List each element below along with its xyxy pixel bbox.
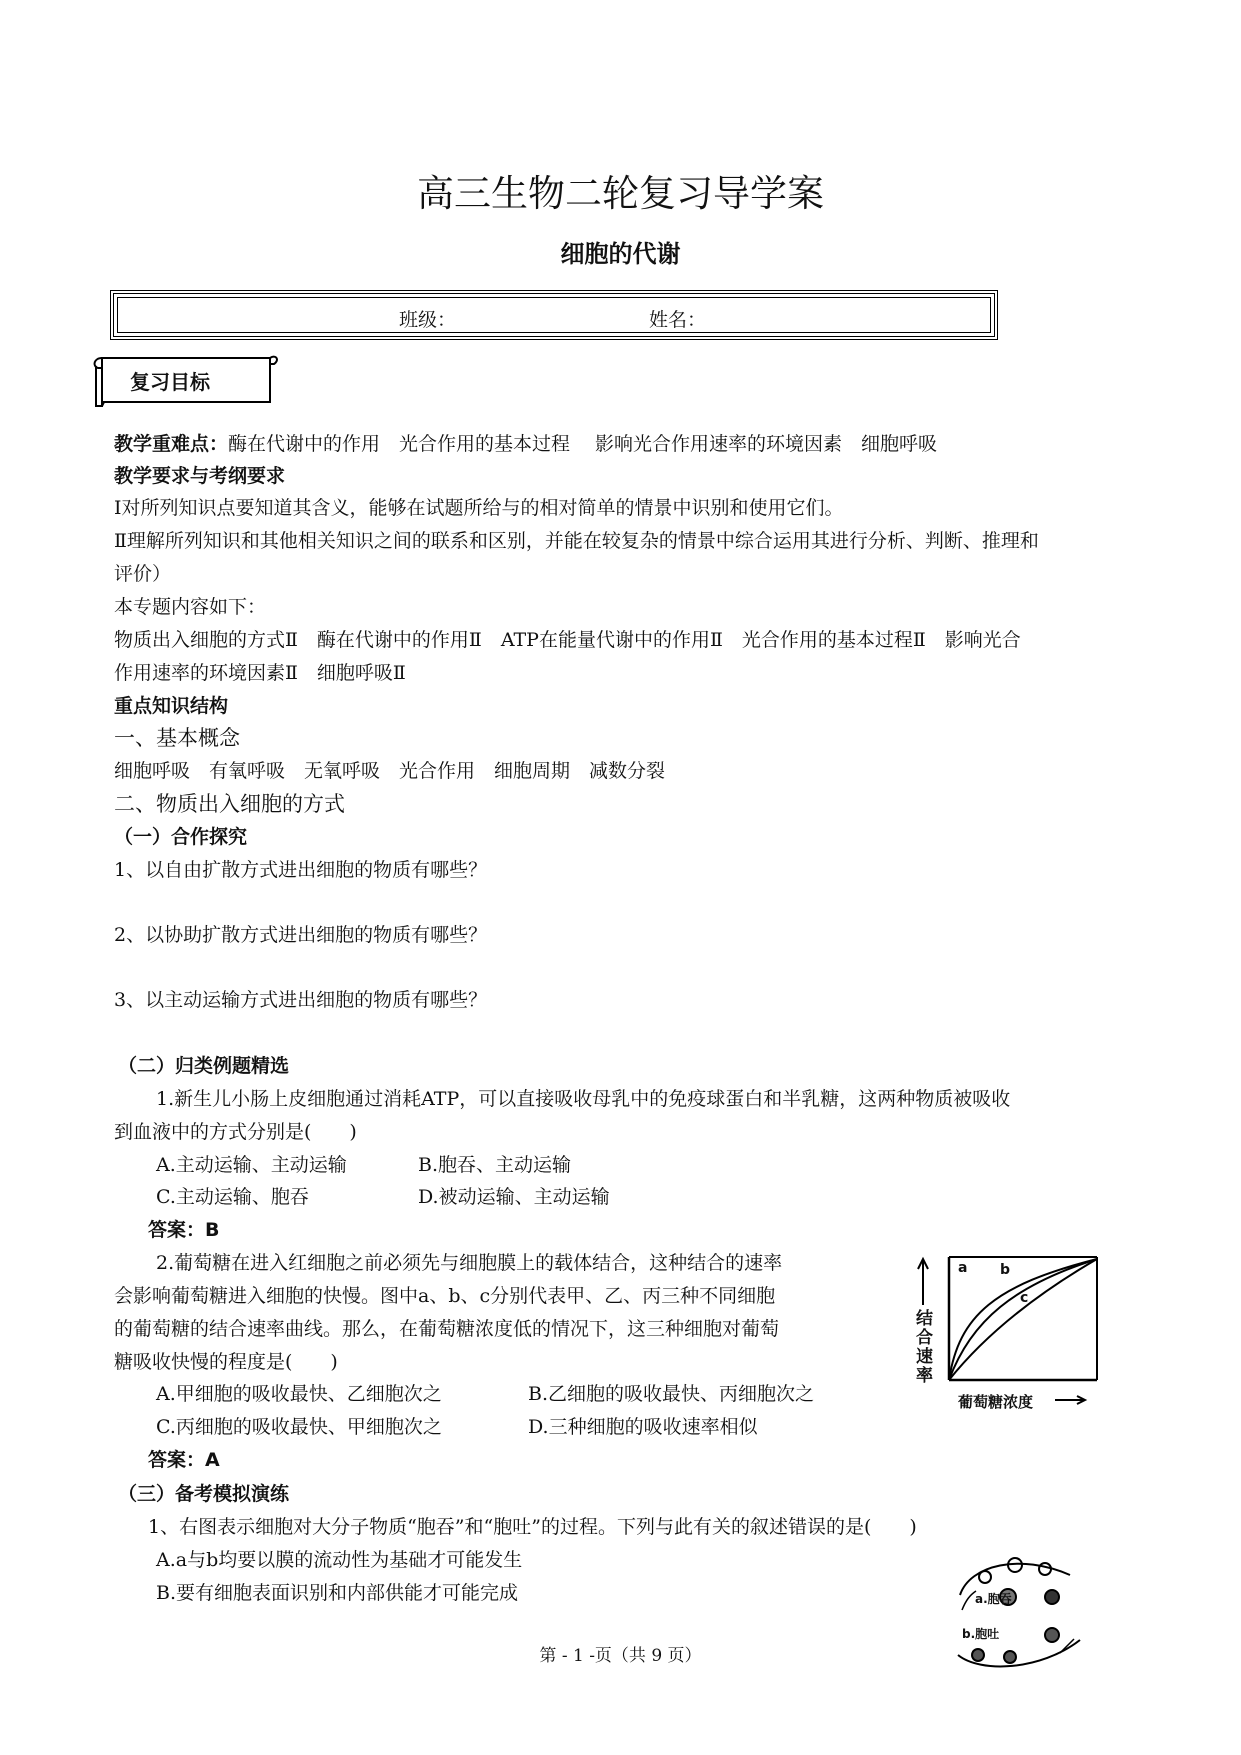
topic-list-line-2: 作用速率的环境因素Ⅱ 细胞呼吸Ⅱ xyxy=(114,662,406,684)
example-2-line-3: 的葡萄糖的结合速率曲线。那么，在葡萄糖浓度低的情况下，这三种细胞对葡萄 xyxy=(114,1318,780,1340)
example-1-answer: 答案：B xyxy=(148,1219,220,1241)
example-2-option-d: D.三种细胞的吸收速率相似 xyxy=(528,1416,758,1438)
curve-c xyxy=(949,1259,1097,1380)
question-2: 2、以协助扩散方式进出细胞的物质有哪些？ xyxy=(114,924,488,946)
question-1: 1、以自由扩散方式进出细胞的物质有哪些？ xyxy=(114,859,488,881)
example-2-option-c: C.丙细胞的吸收最快、甲细胞次之 xyxy=(156,1416,442,1438)
example-2-line-4: 糖吸收快慢的程度是( ) xyxy=(114,1351,338,1373)
curve-a xyxy=(949,1259,1097,1380)
key-points xyxy=(114,431,937,457)
example-2-option-a: A.甲细胞的吸收最快、乙细胞次之 xyxy=(156,1383,442,1405)
example-2-line-1: 2.葡萄糖在进入红细胞之前必须先与细胞膜上的载体结合，这种结合的速率 xyxy=(156,1252,783,1274)
subsection-2-heading: （二）归类例题精选 xyxy=(118,1055,290,1077)
figure-label-exocytosis: b.胞吐 xyxy=(962,1627,1000,1641)
practice-1: 1、右图表示细胞对大分子物质“胞吞”和“胞吐”的过程。下列与此有关的叙述错误的是( ) xyxy=(148,1516,917,1538)
curve-b-label: b xyxy=(1000,1262,1011,1278)
topic-list-line-1: 物质出入细胞的方式Ⅱ 酶在代谢中的作用Ⅱ ATP在能量代谢中的作用Ⅱ 光合作用的基本过程Ⅱ 影响光合 xyxy=(114,629,1021,651)
topic-intro: 本专题内容如下： xyxy=(114,596,267,618)
structure-heading: 重点知识结构 xyxy=(114,695,229,717)
example-1-option-d: D.被动运输、主动运输 xyxy=(418,1186,610,1208)
requirement-2-line-2: 评价） xyxy=(114,563,172,585)
requirement-1: Ⅰ对所列知识点要知道其含义，能够在试题所给与的相对简单的情景中识别和使用它们。 xyxy=(114,497,844,519)
subsection-1-heading: （一）合作探究 xyxy=(114,826,248,848)
example-2-answer: 答案：A xyxy=(148,1449,220,1471)
name-box xyxy=(110,290,998,340)
requirements-heading: 教学要求与考纲要求 xyxy=(114,465,286,487)
example-1-line-2: 到血液中的方式分别是( ) xyxy=(114,1121,357,1143)
key-points-text: 酶在代谢中的作用 光合作用的基本过程 影响光合作用速率的环境因素 细胞呼吸 xyxy=(228,433,938,455)
page-title: 高三生物二轮复习导学案 xyxy=(417,172,824,215)
question-3: 3、以主动运输方式进出细胞的物质有哪些？ xyxy=(114,989,488,1011)
practice-1-option-b: B.要有细胞表面识别和内部供能才可能完成 xyxy=(156,1582,519,1604)
page-footer: 第 - 1 -页（共 9 页） xyxy=(539,1646,702,1666)
example-1-option-c: C.主动运输、胞吞 xyxy=(156,1186,309,1208)
figure-label-endocytosis: a.胞吞 xyxy=(975,1592,1012,1606)
section-1-list: 细胞呼吸 有氧呼吸 无氧呼吸 光合作用 细胞周期 减数分裂 xyxy=(114,760,666,782)
curve-a-label: a xyxy=(958,1260,968,1276)
example-1-line-1: 1.新生儿小肠上皮细胞通过消耗ATP，可以直接吸收母乳中的免疫球蛋白和半乳糖，这两种物质被吸收 xyxy=(156,1088,1011,1110)
example-1-option-a: A.主动运输、主动运输 xyxy=(156,1154,347,1176)
page-subtitle: 细胞的代谢 xyxy=(560,240,681,268)
class-label: 班级： xyxy=(399,309,457,331)
practice-1-option-a: A.a与b均要以膜的流动性为基础才可能发生 xyxy=(156,1549,523,1571)
section-2-heading: 二、物质出入细胞的方式 xyxy=(114,792,345,816)
section-tab-label: 复习目标 xyxy=(130,370,210,394)
example-2-line-2: 会影响葡萄糖进入细胞的快慢。图中a、b、c分别代表甲、乙、丙三种不同细胞 xyxy=(114,1285,776,1307)
example-2-option-b: B.乙细胞的吸收最快、丙细胞次之 xyxy=(528,1383,815,1405)
name-label: 姓名： xyxy=(649,309,707,331)
graph-x-label: 葡萄糖浓度 xyxy=(958,1393,1034,1411)
graph-y-label: 结合速率 xyxy=(916,1309,933,1386)
subsection-3-heading: （三）备考模拟演练 xyxy=(118,1483,290,1505)
key-points-label: 教学重难点： xyxy=(114,433,229,455)
section-1-heading: 一、基本概念 xyxy=(114,726,240,750)
requirement-2-line-1: Ⅱ理解所列知识和其他相关知识之间的联系和区别，并能在较复杂的情景中综合运用其进行分析、判断、推理和 xyxy=(114,530,1039,552)
example-1-option-b: B.胞吞、主动运输 xyxy=(418,1154,572,1176)
curve-c-label: c xyxy=(1020,1290,1029,1306)
curve-b xyxy=(949,1259,1097,1380)
